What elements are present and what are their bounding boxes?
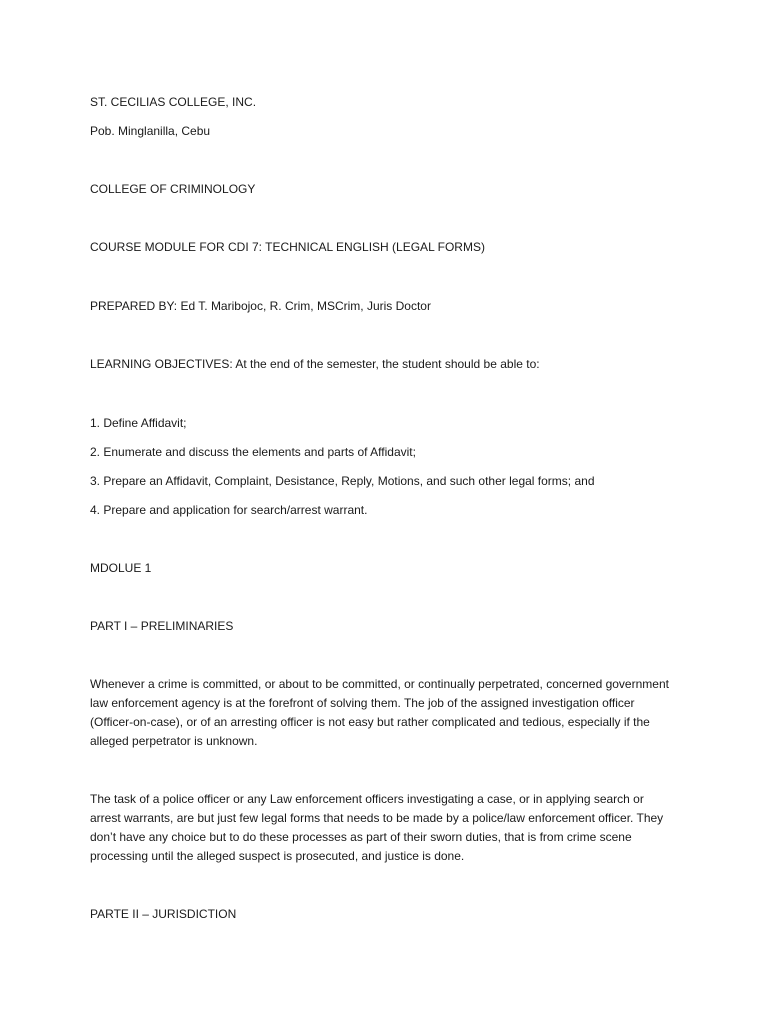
paragraph-task: The task of a police officer or any Law enforcement officers investigating a case, or in applying search or arrest warrants, are but just few legal forms that needs to be made by a police/law enforcement officer. They don’t have any choice but to do these processes as part of their sworn duties, that is from crime scene processing until the alleged suspect is prosecuted, and justice is done.: [90, 792, 664, 863]
part2-heading: PARTE II – JURISDICTION: [90, 907, 237, 921]
course-title: COURSE MODULE FOR CDI 7: TECHNICAL ENGLISH (LEGAL FORMS): [90, 240, 485, 254]
part1-heading: PART I – PRELIMINARIES: [90, 619, 234, 633]
college-name: COLLEGE OF CRIMINOLOGY: [90, 182, 256, 196]
objective-item: 2. Enumerate and discuss the elements and parts of Affidavit;: [90, 445, 416, 459]
objective-item: 4. Prepare and application for search/arrest warrant.: [90, 503, 368, 517]
document-page: [90, 0, 690, 1024]
module-title: MDOLUE 1: [90, 561, 152, 575]
objective-item: 1. Define Affidavit;: [90, 416, 187, 430]
paragraph-preliminaries: Whenever a crime is committed, or about to be committed, or continually perpetrated, concerned government law enforcement agency is at the forefront of solving them. The job of the assigned investigation officer (Officer-on-case), or of an arresting officer is not easy but rather complicated and tedious, especially if the alleged perpetrator is unknown.: [90, 677, 669, 748]
school-name: ST. CECILIAS COLLEGE, INC.: [90, 95, 257, 109]
prepared-by: PREPARED BY: Ed T. Maribojoc, R. Crim, MSCrim, Juris Doctor: [90, 299, 431, 313]
objective-item: 3. Prepare an Affidavit, Complaint, Desistance, Reply, Motions, and such other legal forms; and: [90, 474, 595, 488]
learning-objectives-intro: LEARNING OBJECTIVES: At the end of the semester, the student should be able to:: [90, 357, 540, 371]
school-address: Pob. Minglanilla, Cebu: [90, 124, 211, 138]
